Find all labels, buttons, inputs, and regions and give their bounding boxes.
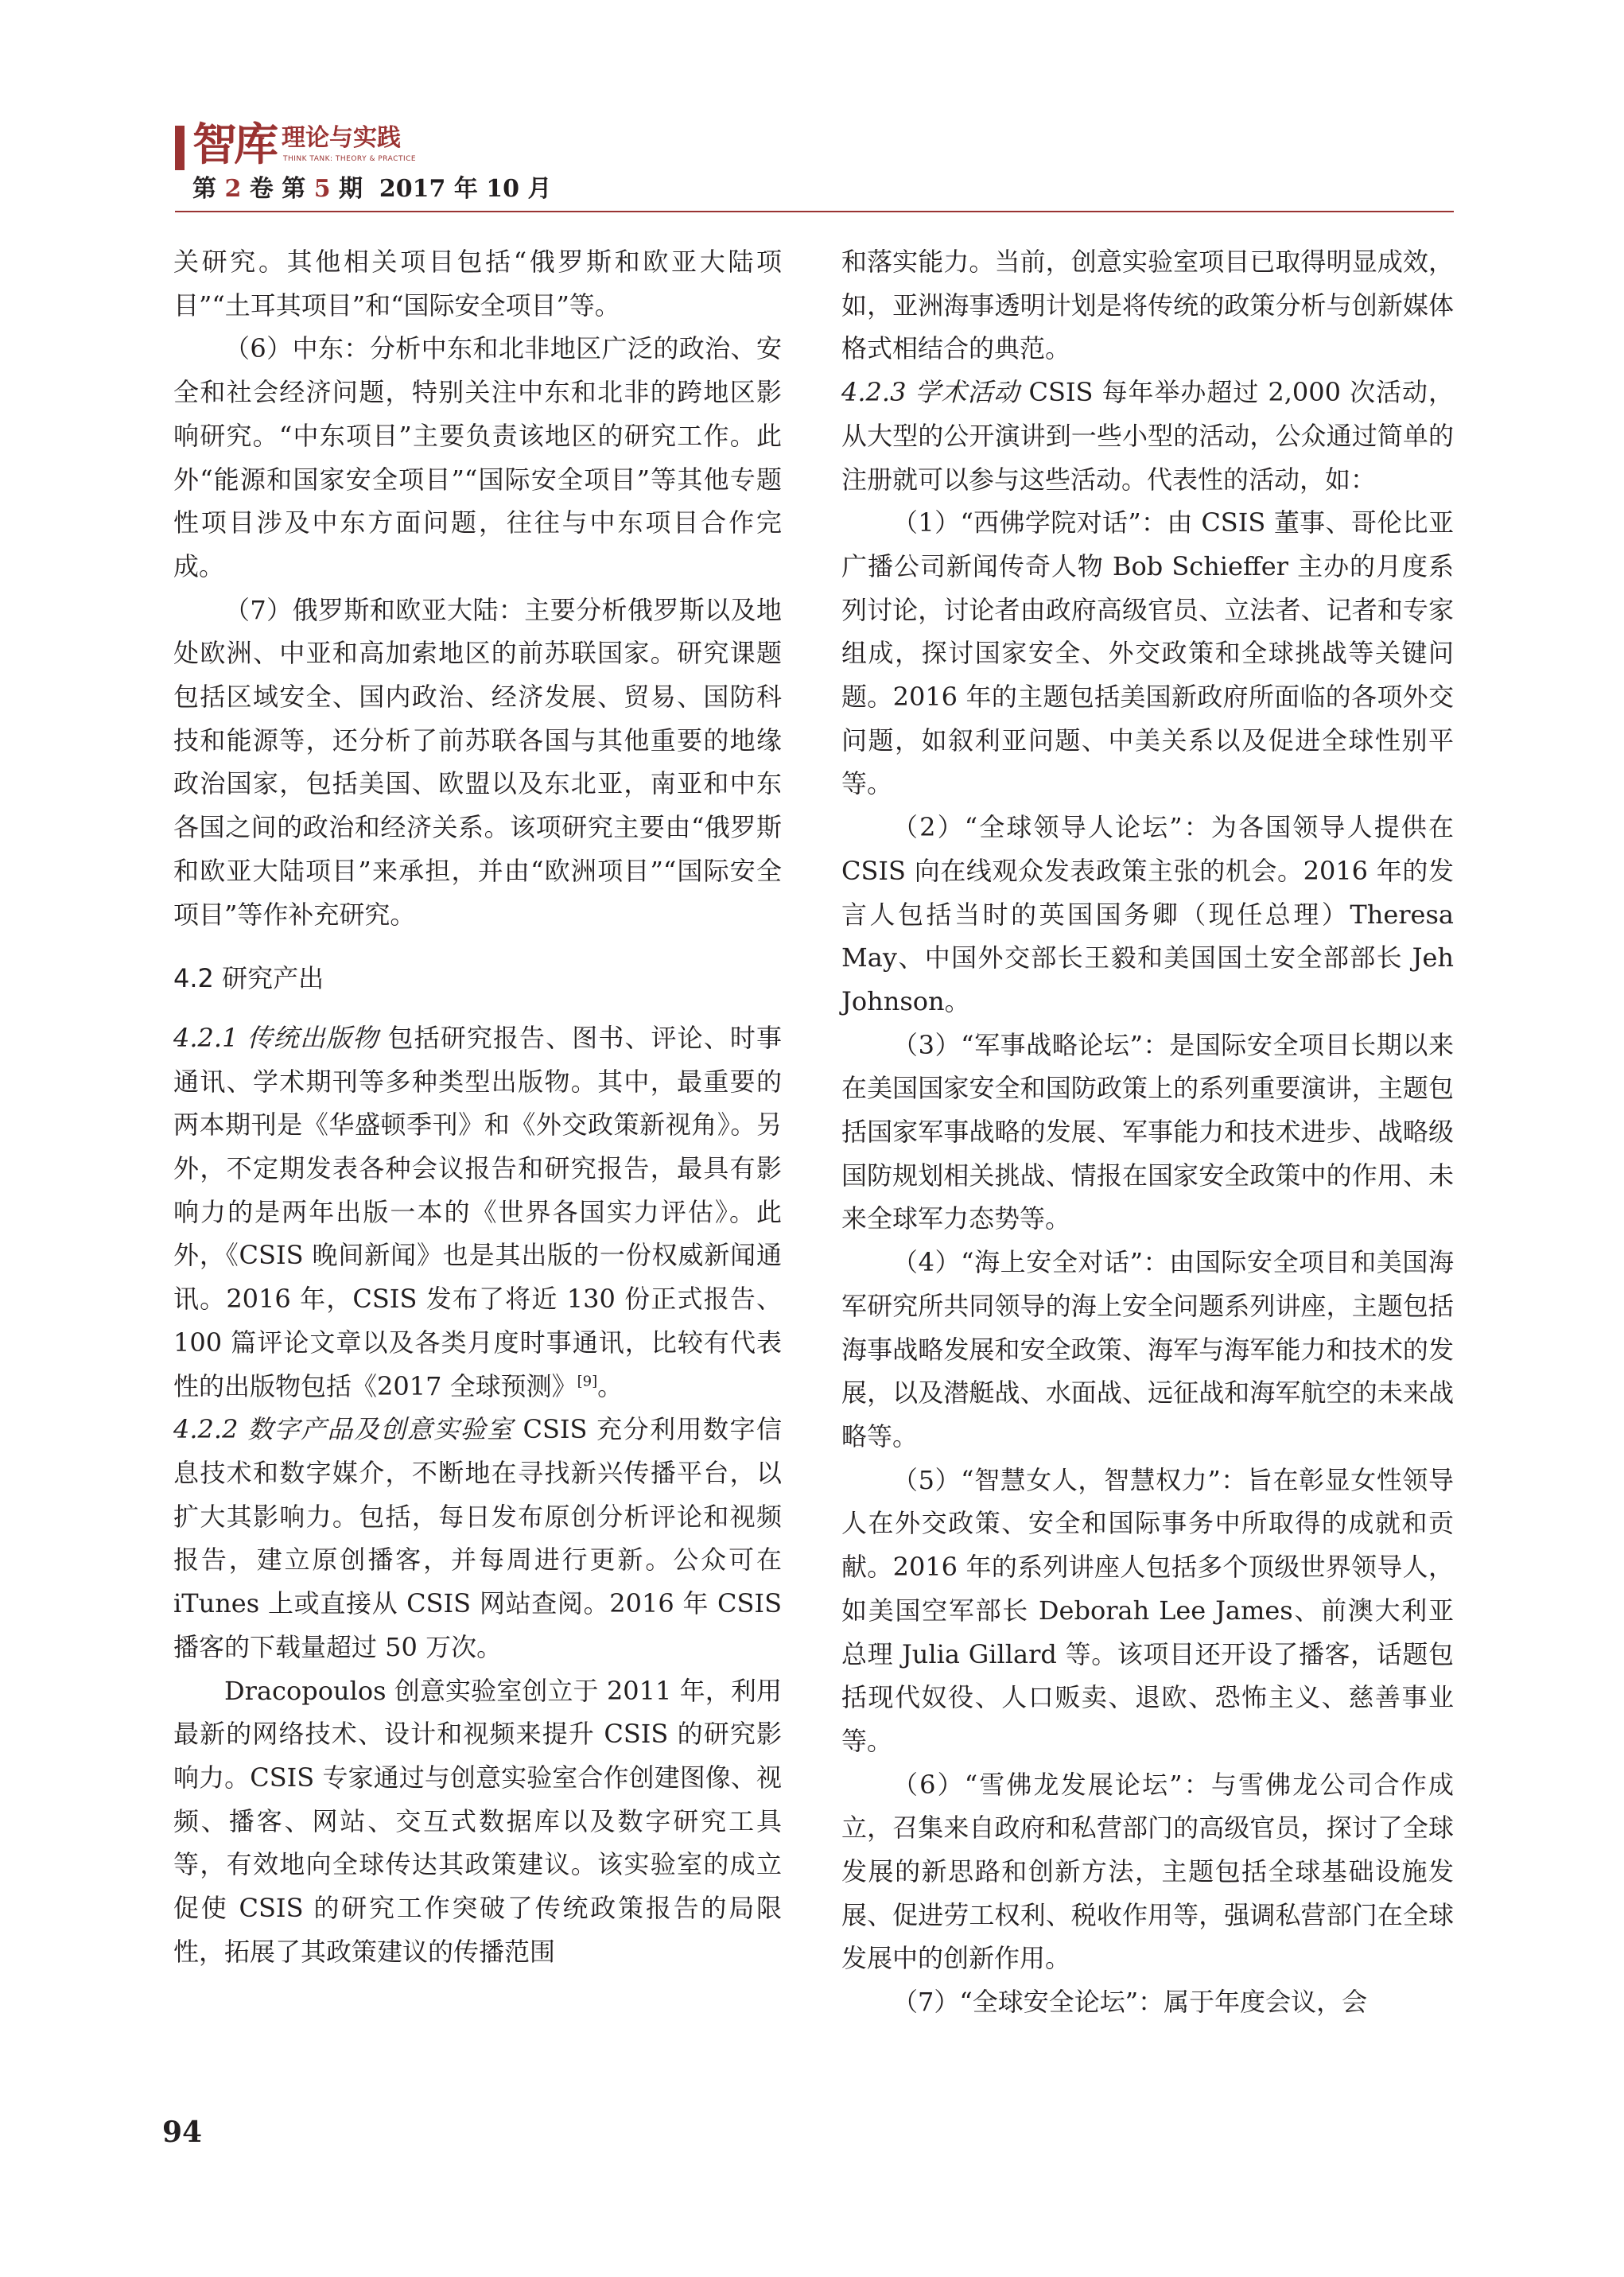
header-rule: [175, 211, 1454, 212]
journal-header: [175, 119, 1455, 215]
paragraph: 4.2.2 数字产品及创意实验室 CSIS 充分利用数字信息技术和数字媒介，不断地在寻找新兴传播平台，以扩大其影响力。包括，每日发布原创分析评论和视频报告，建立原创播客，并每周进行更新。公众可在 iTunes 上或直接从 CSIS 网站查阅。2016 年 CSIS 播客的下载量超过 50 万次。: [173, 1414, 782, 1662]
list-item: （2）“全球领导人论坛”：为各国领导人提供在 CSIS 向在线观众发表政策主张的机会。2016 年的发言人包括当时的英国国务卿（现任总理）Theresa May、中国外交部长王毅和美国国土安全部部长 Jeh Johnson。: [841, 812, 1454, 1016]
section-heading: 4.2 研究产出: [173, 963, 324, 994]
list-item: （7）“全球安全论坛”：属于年度会议，会: [892, 1987, 1368, 2018]
paragraph: 4.2.3 学术活动 CSIS 每年举办超过 2,000 次活动，从大型的公开演讲到一些小型的活动，公众通过简单的注册就可以参与这些活动。代表性的活动，如：: [841, 377, 1454, 495]
page-number: 94: [162, 2116, 203, 2149]
paragraph: 4.2.1 传统出版物 包括研究报告、图书、评论、时事通讯、学术期刊等多种类型出版物。其中，最重要的两本期刊是《华盛顿季刊》和《外交政策新视角》。另外，不定期发表各种会议报告和研究报告，最具有影响力的是两年出版一本的《世界各国实力评估》。此外，《CSIS 晚间新闻》也是其出版的一份权威新闻通讯。2016 年，CSIS 发布了将近 130 份正式报告、100 篇评论文章以及各类月度时事通讯，比较有代表性的出版物包括《2017 全球预测》[9]。: [173, 1022, 782, 1401]
paragraph: （6）中东：分析中东和北非地区广泛的政治、安全和社会经济问题，特别关注中东和北非的跨地区影响研究。“中东项目”主要负责该地区的研究工作。此外“能源和国家安全项目”“国际安全项目”等其他专题性项目涉及中东方面问题，往往与中东项目合作完成。: [173, 333, 782, 581]
journal-logo-subtitle: 理论与实践: [282, 124, 401, 152]
journal-logo: 智库: [192, 119, 275, 171]
list-item: （4）“海上安全对话”：由国际安全项目和美国海军研究所共同领导的海上安全问题系列讲座，主题包括海事战略发展和安全政策、海军与海军能力和技术的发展，以及潜艇战、水面战、远征战和海军航空的未来战略等。: [841, 1247, 1454, 1451]
logo-bar: [175, 126, 185, 170]
paragraph: 和落实能力。当前，创意实验室项目已取得明显成效，如，亚洲海事透明计划是将传统的政策分析与创新媒体格式相结合的典范。: [841, 247, 1454, 364]
subsection-heading: 4.2.2 数字产品及创意实验室: [173, 1414, 514, 1445]
paragraph: Dracopoulos 创意实验室创立于 2011 年，利用最新的网络技术、设计和视频来提升 CSIS 的研究影响力。CSIS 专家通过与创意实验室合作创建图像、视频、播客、网站、交互式数据库以及数字研究工具等，有效地向全球传达其政策建议。该实验室的成立促使 CSIS 的研究工作突破了传统政策报告的局限性，拓展了其政策建议的传播范围: [173, 1675, 782, 1967]
citation-ref: [9]: [577, 1372, 598, 1389]
left-column: [173, 240, 782, 1973]
list-item: （5）“智慧女人，智慧权力”：旨在彰显女性领导人在外交政策、安全和国际事务中所取得的成就和贡献。2016 年的系列讲座人包括多个顶级世界领导人，如美国空军部长 Deborah Lee James、前澳大利亚总理 Julia Gillard 等。该项目还开设了播客，话题包括现代奴役、人口贩卖、退欧、恐怖主义、慈善事业等。: [841, 1464, 1454, 1756]
paragraph: （7）俄罗斯和欧亚大陆：主要分析俄罗斯以及地处欧洲、中亚和高加索地区的前苏联国家。研究课题包括区域安全、国内政治、经济发展、贸易、国防科技和能源等，还分析了前苏联各国与其他重要的地缘政治国家，包括美国、欧盟以及东北亚，南亚和中东各国之间的政治和经济关系。该项研究主要由“俄罗斯和欧亚大陆项目”来承担，并由“欧洲项目”“国际安全项目”等作补充研究。: [173, 594, 782, 930]
subsection-heading: 4.2.1 传统出版物: [173, 1022, 379, 1053]
issue-info: 第 2 卷 第 5 期 2017 年 10 月: [192, 175, 552, 203]
paragraph: 关研究。其他相关项目包括“俄罗斯和欧亚大陆项目”“土耳其项目”和“国际安全项目”等。: [173, 247, 782, 321]
list-item: （6）“雪佛龙发展论坛”：与雪佛龙公司合作成立，召集来自政府和私营部门的高级官员，探讨了全球发展的新思路和创新方法，主题包括全球基础设施发展、促进劳工权利、税收作用等，强调私营部门在全球发展中的创新作用。: [841, 1769, 1454, 1974]
right-column: [841, 240, 1454, 2024]
subsection-heading: 4.2.3 学术活动: [841, 377, 1020, 408]
list-item: （3）“军事战略论坛”：是国际安全项目长期以来在美国国家安全和国防政策上的系列重要演讲，主题包括国家军事战略的发展、军事能力和技术进步、战略级国防规划相关挑战、情报在国家安全政策中的作用、未来全球军力态势等。: [841, 1029, 1454, 1234]
journal-logo-english: THINK TANK: THEORY & PRACTICE: [283, 155, 417, 163]
list-item: （1）“西佛学院对话”：由 CSIS 董事、哥伦比亚广播公司新闻传奇人物 Bob Schieffer 主办的月度系列讨论，讨论者由政府高级官员、立法者、记者和专家组成，探讨国家安全、外交政策和全球挑战等关键问题。2016 年的主题包括美国新政府所面临的各项外交问题，如叙利亚问题、中美关系以及促进全球性别平等。: [841, 507, 1454, 799]
